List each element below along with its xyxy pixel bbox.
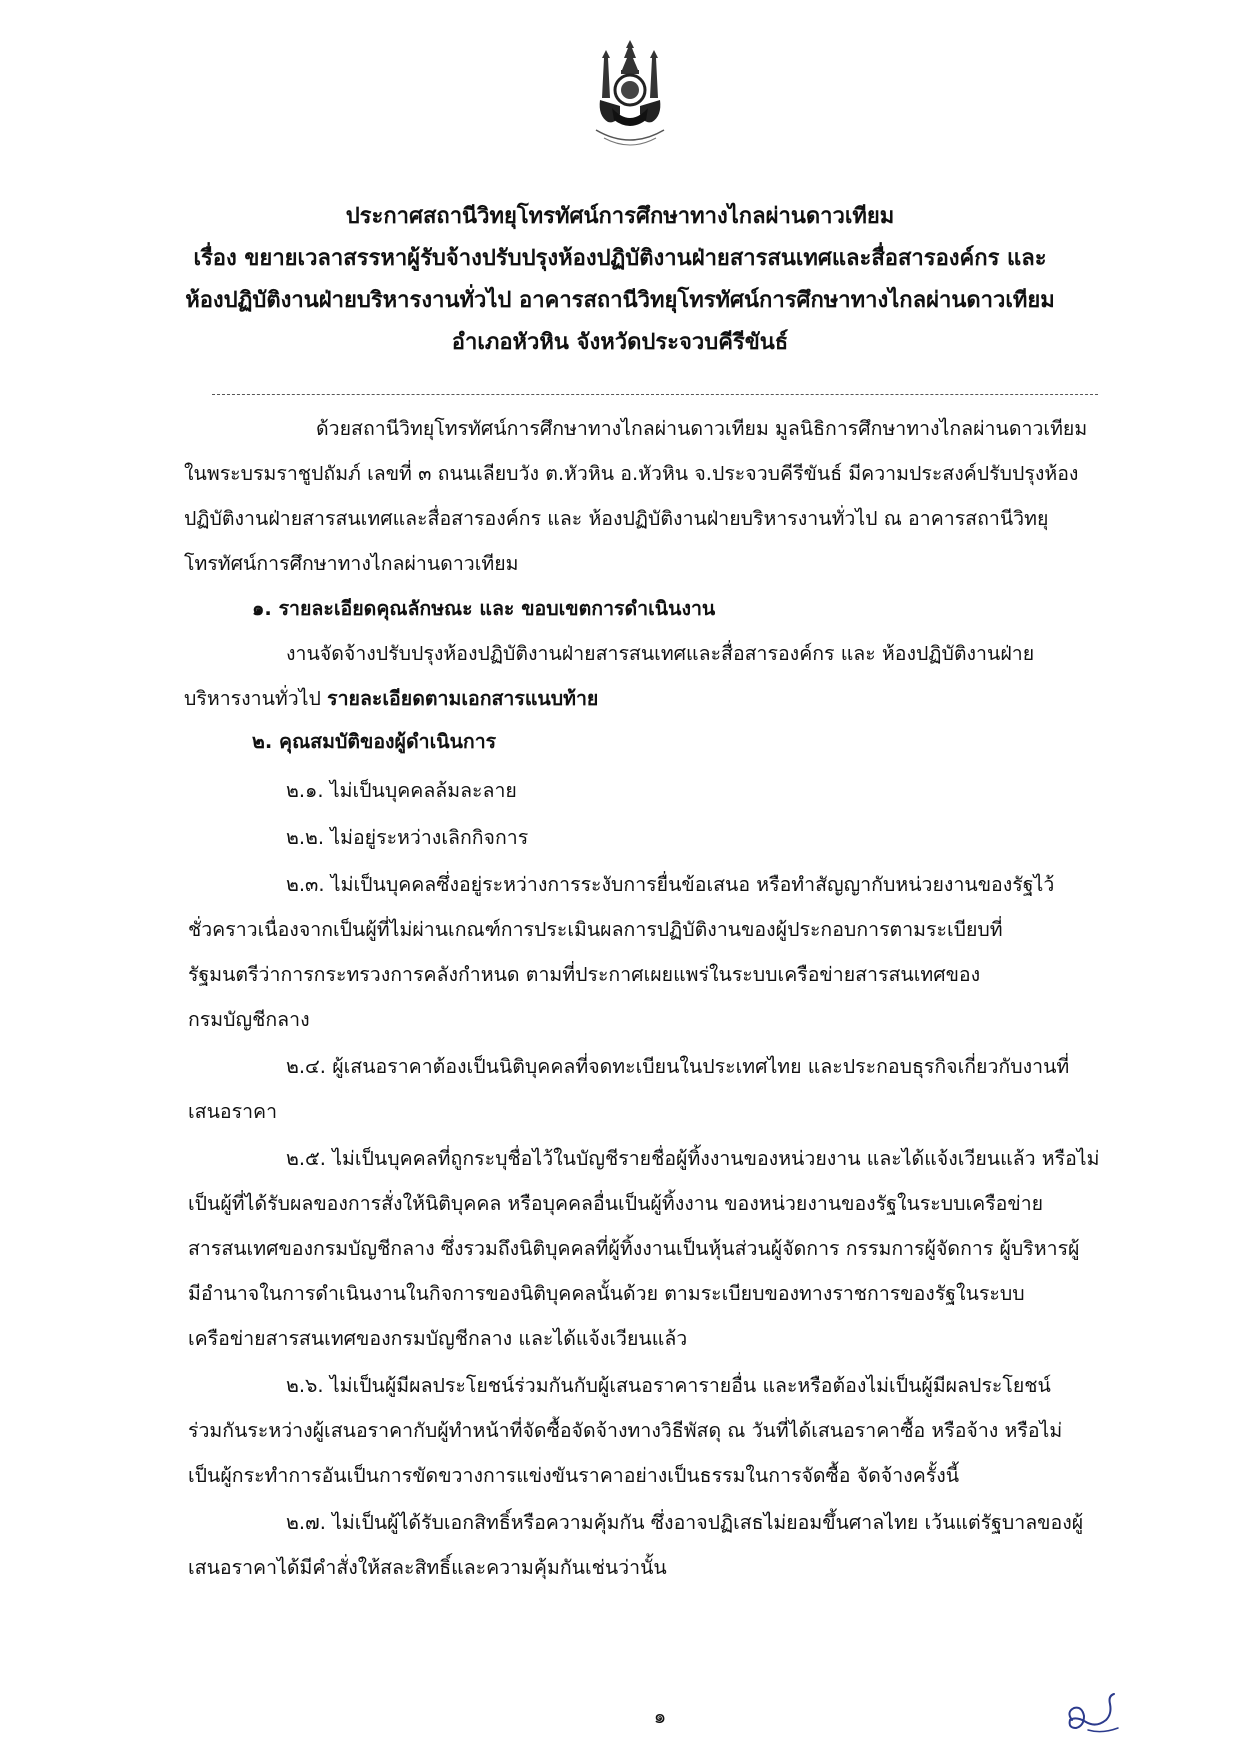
page-number: ๑: [653, 1704, 667, 1728]
intro-line: โทรทัศน์การศึกษาทางไกลผ่านดาวเทียม: [184, 552, 519, 575]
qualification-item: ๒.๒. ไม่อยู่ระหว่างเลิกกิจการ: [286, 826, 529, 849]
section-1-text: บริหารงานทั่วไป: [184, 687, 328, 710]
qualification-item-cont: ร่วมกันระหว่างผู้เสนอราคากับผู้ทำหน้าที่จัดซื้อจัดจ้างทางวิธีพัสดุ ณ วันที่ได้เสนอราคาซื้อ หรือจ้าง หรือไม่: [188, 1419, 1063, 1442]
qualification-item: ๒.๑. ไม่เป็นบุคคลล้มละลาย: [286, 779, 517, 802]
title-line: ห้องปฏิบัติงานฝ่ายบริหารงานทั่วไป อาคารสถานีวิทยุโทรทัศน์การศึกษาทางไกลผ่านดาวเทียม: [185, 288, 1055, 313]
qualification-item-cont: เป็นผู้กระทำการอันเป็นการขัดขวางการแข่งขันราคาอย่างเป็นธรรมในการจัดซื้อ จัดจ้างครั้งนี้: [188, 1464, 960, 1487]
section-1-line: [184, 684, 598, 714]
qualification-item-cont: กรมบัญชีกลาง: [188, 1008, 310, 1031]
intro-line: ด้วยสถานีวิทยุโทรทัศน์การศึกษาทางไกลผ่านดาวเทียม มูลนิธิการศึกษาทางไกลผ่านดาวเทียม: [316, 417, 1088, 440]
qualification-item-cont: เป็นผู้ที่ได้รับผลของการสั่งให้นิติบุคคล หรือบุคคลอื่นเป็นผู้ทิ้งงาน ของหน่วยงานของรัฐในระบบเครือข่าย: [188, 1192, 1044, 1215]
qualification-item: ๒.๕. ไม่เป็นบุคคลที่ถูกระบุชื่อไว้ในบัญชีรายชื่อผู้ทิ้งงานของหน่วยงาน และได้แจ้งเวียนแล้ว หรือไม่: [286, 1147, 1100, 1170]
section-1-heading: ๑. รายละเอียดคุณลักษณะ และ ขอบเขตการดำเนินงาน: [252, 597, 716, 620]
attachment-reference: รายละเอียดตามเอกสารแนบท้าย: [327, 687, 599, 710]
qualification-item-cont: รัฐมนตรีว่าการกระทรวงการคลังกำหนด ตามที่ประกาศเผยแพร่ในระบบเครือข่ายสารสนเทศของ: [188, 963, 981, 986]
royal-emblem-icon: [590, 38, 670, 148]
section-1-line: งานจัดจ้างปรับปรุงห้องปฏิบัติงานฝ่ายสารสนเทศและสื่อสารองค์กร และ ห้องปฏิบัติงานฝ่าย: [286, 642, 1035, 665]
qualification-item: ๒.๔. ผู้เสนอราคาต้องเป็นนิติบุคคลที่จดทะเบียนในประเทศไทย และประกอบธุรกิจเกี่ยวกับงานที่: [286, 1055, 1070, 1078]
qualification-item-cont: ชั่วคราวเนื่องจากเป็นผู้ที่ไม่ผ่านเกณฑ์การประเมินผลการปฏิบัติงานของผู้ประกอบการตามระเบียบที่: [188, 918, 1003, 941]
handwritten-signature-icon: [1062, 1690, 1124, 1736]
announcement-title: [150, 196, 1090, 364]
section-2-heading: ๒. คุณสมบัติของผู้ดำเนินการ: [252, 730, 497, 753]
qualification-item: ๒.๖. ไม่เป็นผู้มีผลประโยชน์ร่วมกันกับผู้เสนอราคารายอื่น และหรือต้องไม่เป็นผู้มีผลประโยชน์: [286, 1374, 1051, 1397]
title-line: เรื่อง ขยายเวลาสรรหาผู้รับจ้างปรับปรุงห้องปฏิบัติงานฝ่ายสารสนเทศและสื่อสารองค์กร และ: [193, 246, 1047, 271]
intro-line: ปฏิบัติงานฝ่ายสารสนเทศและสื่อสารองค์กร และ ห้องปฏิบัติงานฝ่ายบริหารงานทั่วไป ณ อาคารสถานีวิทยุ: [184, 507, 1049, 530]
dashed-divider: [212, 394, 1098, 395]
title-line: อำเภอหัวหิน จังหวัดประจวบคีรีขันธ์: [451, 330, 789, 355]
qualification-item-cont: สารสนเทศของกรมบัญชีกลาง ซึ่งรวมถึงนิติบุคคลที่ผู้ทิ้งงานเป็นหุ้นส่วนผู้จัดการ กรรมการผู้จัดการ ผู้บริหารผู้: [188, 1237, 1080, 1260]
qualification-item: ๒.๓. ไม่เป็นบุคคลซึ่งอยู่ระหว่างการระงับการยื่นข้อเสนอ หรือทำสัญญากับหน่วยงานของรัฐไว้: [286, 873, 1055, 896]
qualification-item-cont: เสนอราคา: [188, 1100, 278, 1123]
title-line: ประกาศสถานีวิทยุโทรทัศน์การศึกษาทางไกลผ่านดาวเทียม: [345, 204, 895, 229]
qualification-item-cont: มีอำนาจในการดำเนินงานในกิจการของนิติบุคคลนั้นด้วย ตามระเบียบของทางราชการของรัฐในระบบ: [188, 1282, 1025, 1305]
qualification-item: ๒.๗. ไม่เป็นผู้ได้รับเอกสิทธิ์หรือความคุ้มกัน ซึ่งอาจปฏิเสธไม่ยอมขึ้นศาลไทย เว้นแต่รัฐบาลของผู้: [286, 1511, 1084, 1534]
qualification-item-cont: เครือข่ายสารสนเทศของกรมบัญชีกลาง และได้แจ้งเวียนแล้ว: [188, 1327, 688, 1350]
intro-line: ในพระบรมราชูปถัมภ์ เลขที่ ๓ ถนนเลียบวัง ต.หัวหิน อ.หัวหิน จ.ประจวบคีรีขันธ์ มีความประสงค์ปรับปรุงห้อง: [184, 462, 1079, 485]
qualification-item-cont: เสนอราคาได้มีคำสั่งให้สละสิทธิ์และความคุ้มกันเช่นว่านั้น: [188, 1556, 667, 1579]
